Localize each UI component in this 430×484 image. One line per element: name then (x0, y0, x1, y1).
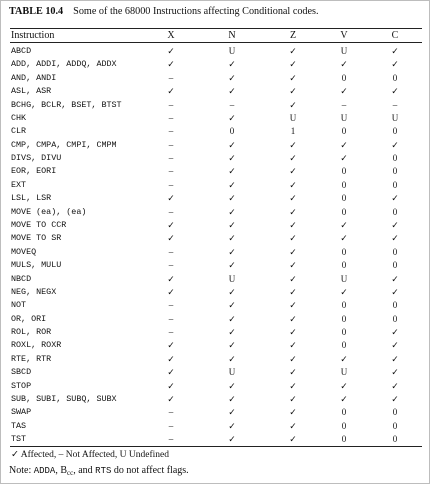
cell-x: – (168, 434, 174, 444)
table-row (10, 313, 422, 326)
cell-v: ✓ (340, 219, 348, 230)
cell-instruction: TAS (11, 420, 27, 431)
cell-v: 0 (341, 260, 347, 271)
table-legend: ✓ Affected, – Not Affected, U Undefined (11, 450, 169, 460)
cell-c: 0 (392, 72, 398, 83)
cell-c: ✓ (391, 327, 399, 337)
cell-instruction: MOVE TO SR (11, 233, 62, 244)
header-c: C (391, 30, 399, 41)
cell-c: 0 (392, 434, 398, 444)
cell-x: ✓ (167, 393, 175, 404)
cell-n: ✓ (228, 246, 236, 257)
cell-v: U (340, 273, 348, 284)
table-row (10, 232, 422, 245)
cell-z: ✓ (289, 260, 297, 271)
cell-x: – (168, 206, 174, 217)
cell-x: – (168, 126, 174, 137)
cell-x: ✓ (167, 219, 175, 230)
cell-instruction: EXT (11, 179, 27, 190)
cell-x: – (168, 139, 174, 150)
cell-v: ✓ (340, 380, 348, 391)
cell-v: 0 (341, 206, 347, 217)
cell-c: ✓ (391, 353, 399, 364)
cell-n: ✓ (228, 193, 236, 204)
cell-instruction: MOVE TO CCR (11, 219, 67, 230)
cell-x: ✓ (167, 59, 175, 70)
cell-instruction: CHK (11, 112, 27, 123)
cell-c: ✓ (391, 59, 399, 70)
table-note (9, 465, 189, 479)
cell-v: ✓ (340, 233, 348, 244)
cell-x: ✓ (167, 353, 175, 364)
cell-instruction: RTE, RTR (11, 353, 52, 364)
table-row (10, 206, 422, 219)
note-adda: ADDA (33, 466, 56, 476)
table-row (10, 420, 422, 433)
cell-c: – (392, 99, 398, 110)
cell-v: 0 (341, 166, 347, 177)
cell-z: ✓ (289, 72, 297, 83)
cell-v: 0 (341, 179, 347, 190)
cell-instruction: OR, ORI (11, 313, 47, 324)
table-row (10, 45, 422, 58)
cell-n: ✓ (228, 313, 236, 324)
cell-instruction: ADD, ADDI, ADDQ, ADDX (11, 59, 117, 70)
cell-n: ✓ (228, 353, 236, 364)
cell-n: ✓ (228, 233, 236, 244)
cell-c: 0 (392, 179, 398, 190)
cell-c: ✓ (391, 233, 399, 244)
header-z: Z (289, 30, 297, 41)
cell-z: ✓ (289, 219, 297, 230)
cell-c: ✓ (391, 340, 399, 351)
cell-n: ✓ (228, 166, 236, 177)
cell-c: 0 (392, 126, 398, 137)
cell-z: ✓ (289, 327, 297, 337)
cell-c: 0 (392, 260, 398, 271)
note-prefix: Note: (9, 465, 34, 476)
cell-n: ✓ (228, 434, 236, 444)
cell-x: ✓ (167, 273, 175, 284)
cell-x: – (168, 166, 174, 177)
cell-v: 0 (341, 327, 347, 337)
cell-n: ✓ (228, 86, 236, 97)
table-row (10, 299, 422, 312)
table-header-row (10, 29, 422, 42)
cell-v: ✓ (340, 59, 348, 70)
cell-v: 0 (341, 407, 347, 418)
cell-n: ✓ (228, 206, 236, 217)
cell-n: ✓ (228, 179, 236, 190)
table-row (10, 353, 422, 366)
cell-x: – (168, 246, 174, 257)
table-row (10, 366, 422, 379)
cell-z: ✓ (289, 233, 297, 244)
cell-c: 0 (392, 407, 398, 418)
cell-x: – (168, 99, 174, 110)
cell-x: ✓ (167, 233, 175, 244)
cell-instruction: ASL, ASR (11, 86, 52, 97)
cell-z: ✓ (289, 153, 297, 163)
cell-c: U (391, 112, 399, 123)
header-v: V (340, 30, 348, 41)
cell-z: 1 (290, 126, 296, 137)
cell-z: ✓ (289, 139, 297, 150)
cell-v: 0 (341, 193, 347, 204)
note-sep1: , (55, 465, 61, 476)
table-row (10, 192, 422, 205)
cell-instruction: MOVEQ (11, 246, 37, 257)
cell-z: ✓ (289, 313, 297, 324)
cell-v: – (341, 99, 347, 110)
table-row (10, 326, 422, 339)
table-row (10, 58, 422, 71)
cell-instruction: LSL, LSR (11, 193, 52, 204)
table-row (10, 273, 422, 286)
cell-c: 0 (392, 300, 398, 311)
cell-v: ✓ (340, 139, 348, 150)
note-bcc: B (60, 465, 67, 476)
cell-c: ✓ (391, 273, 399, 284)
cell-v: U (340, 46, 348, 56)
cell-v: U (340, 367, 348, 378)
table-row (10, 433, 422, 446)
cell-n: ✓ (228, 219, 236, 230)
cell-v: ✓ (340, 153, 348, 163)
cell-instruction: MULS, MULU (11, 260, 62, 271)
cell-z: ✓ (289, 246, 297, 257)
table-row (10, 125, 422, 138)
cell-instruction: ABCD (11, 46, 32, 56)
cell-instruction: NBCD (11, 273, 32, 284)
table-row (10, 246, 422, 259)
cell-z: ✓ (289, 420, 297, 431)
cell-n: ✓ (228, 393, 236, 404)
table-caption (9, 6, 319, 18)
cell-n: ✓ (228, 139, 236, 150)
table-row (10, 286, 422, 299)
cell-n: 0 (229, 126, 235, 137)
table-row (10, 393, 422, 406)
table-row (10, 380, 422, 393)
cell-z: ✓ (289, 407, 297, 418)
cell-n: ✓ (228, 153, 236, 163)
table-row (10, 99, 422, 112)
table-row (10, 165, 422, 178)
cell-z: ✓ (289, 206, 297, 217)
cell-c: ✓ (391, 393, 399, 404)
cell-instruction: ROXL, ROXR (11, 340, 62, 351)
cell-n: – (229, 99, 235, 110)
cell-x: – (168, 327, 174, 337)
cell-instruction: NEG, NEGX (11, 286, 57, 297)
cell-x: – (168, 300, 174, 311)
cell-instruction: SUB, SUBI, SUBQ, SUBX (11, 393, 117, 404)
cell-n: ✓ (228, 260, 236, 271)
cell-z: ✓ (289, 380, 297, 391)
cell-c: 0 (392, 166, 398, 177)
cell-x: – (168, 420, 174, 431)
cell-c: 0 (392, 153, 398, 163)
cell-z: ✓ (289, 166, 297, 177)
cell-x: ✓ (167, 86, 175, 97)
cell-z: ✓ (289, 46, 297, 56)
note-sep2: , and (73, 465, 96, 476)
cell-instruction: STOP (11, 380, 32, 391)
cell-c: ✓ (391, 219, 399, 230)
cell-n: ✓ (228, 420, 236, 431)
cell-c: 0 (392, 206, 398, 217)
cell-z: ✓ (289, 393, 297, 404)
note-bcc-subscript: cc (67, 469, 74, 477)
cell-instruction: SBCD (11, 367, 32, 378)
cell-instruction: TST (11, 434, 27, 444)
cell-n: ✓ (228, 380, 236, 391)
header-rule (10, 42, 422, 43)
cell-n: U (228, 367, 236, 378)
table-row (10, 139, 422, 152)
cell-x: ✓ (167, 193, 175, 204)
table-title: Some of the 68000 Instructions affecting Conditional codes. (73, 6, 319, 17)
header-instruction: Instruction (11, 30, 55, 41)
cell-z: ✓ (289, 86, 297, 97)
header-x: X (167, 30, 175, 41)
cell-z: ✓ (289, 286, 297, 297)
cell-z: ✓ (289, 340, 297, 351)
cell-x: ✓ (167, 380, 175, 391)
cell-v: ✓ (340, 286, 348, 297)
cell-instruction: MOVE (ea), (ea) (11, 206, 87, 217)
cell-n: ✓ (228, 407, 236, 418)
cell-x: ✓ (167, 286, 175, 297)
cell-x: – (168, 260, 174, 271)
cell-n: U (228, 273, 236, 284)
cell-n: ✓ (228, 340, 236, 351)
table-row (10, 152, 422, 165)
cell-x: – (168, 179, 174, 190)
cell-n: ✓ (228, 300, 236, 311)
cell-instruction: AND, ANDI (11, 72, 57, 83)
cell-c: ✓ (391, 193, 399, 204)
cell-z: ✓ (289, 59, 297, 70)
cell-instruction: CLR (11, 126, 27, 137)
cell-x: – (168, 112, 174, 123)
cell-c: 0 (392, 246, 398, 257)
cell-z: U (289, 112, 297, 123)
cell-n: ✓ (228, 112, 236, 123)
cell-z: ✓ (289, 273, 297, 284)
cell-n: U (228, 46, 236, 56)
header-n: N (228, 30, 236, 41)
cell-v: ✓ (340, 353, 348, 364)
cell-c: ✓ (391, 86, 399, 97)
cell-x: – (168, 313, 174, 324)
cell-instruction: ROL, ROR (11, 327, 52, 337)
cell-z: ✓ (289, 179, 297, 190)
cell-v: U (340, 112, 348, 123)
table-row (10, 72, 422, 85)
note-rts: RTS (95, 466, 112, 476)
table-row (10, 339, 422, 352)
cell-x: – (168, 153, 174, 163)
table-row (10, 259, 422, 272)
table-row (10, 406, 422, 419)
cell-v: 0 (341, 72, 347, 83)
cell-x: – (168, 407, 174, 418)
cell-instruction: EOR, EORI (11, 166, 57, 177)
cell-c: 0 (392, 420, 398, 431)
cell-n: ✓ (228, 59, 236, 70)
table-row (10, 112, 422, 125)
cell-x: – (168, 72, 174, 83)
bottom-rule (10, 446, 422, 447)
cell-instruction: NOT (11, 300, 27, 311)
cell-n: ✓ (228, 286, 236, 297)
cell-c: 0 (392, 313, 398, 324)
cell-z: ✓ (289, 300, 297, 311)
cell-z: ✓ (289, 353, 297, 364)
cell-z: ✓ (289, 434, 297, 444)
cell-c: ✓ (391, 367, 399, 378)
cell-v: 0 (341, 246, 347, 257)
cell-z: ✓ (289, 99, 297, 110)
note-suffix: do not affect flags. (111, 465, 189, 476)
cell-n: ✓ (228, 327, 236, 337)
cell-v: 0 (341, 434, 347, 444)
cell-c: ✓ (391, 286, 399, 297)
table-row (10, 179, 422, 192)
cell-v: ✓ (340, 86, 348, 97)
cell-v: ✓ (340, 393, 348, 404)
cell-z: ✓ (289, 193, 297, 204)
cell-x: ✓ (167, 340, 175, 351)
cell-v: 0 (341, 126, 347, 137)
cell-z: ✓ (289, 367, 297, 378)
cell-x: ✓ (167, 367, 175, 378)
table-row (10, 85, 422, 98)
cell-instruction: CMP, CMPA, CMPI, CMPM (11, 139, 117, 150)
cell-x: ✓ (167, 46, 175, 56)
cell-v: 0 (341, 340, 347, 351)
cell-c: ✓ (391, 46, 399, 56)
cell-instruction: BCHG, BCLR, BSET, BTST (11, 99, 122, 110)
cell-n: ✓ (228, 72, 236, 83)
cell-c: ✓ (391, 380, 399, 391)
cell-c: ✓ (391, 139, 399, 150)
table-number: TABLE 10.4 (9, 6, 64, 17)
cell-v: 0 (341, 420, 347, 431)
cell-instruction: DIVS, DIVU (11, 153, 62, 163)
cell-instruction: SWAP (11, 407, 32, 418)
cell-v: 0 (341, 300, 347, 311)
table-row (10, 219, 422, 232)
cell-v: 0 (341, 313, 347, 324)
